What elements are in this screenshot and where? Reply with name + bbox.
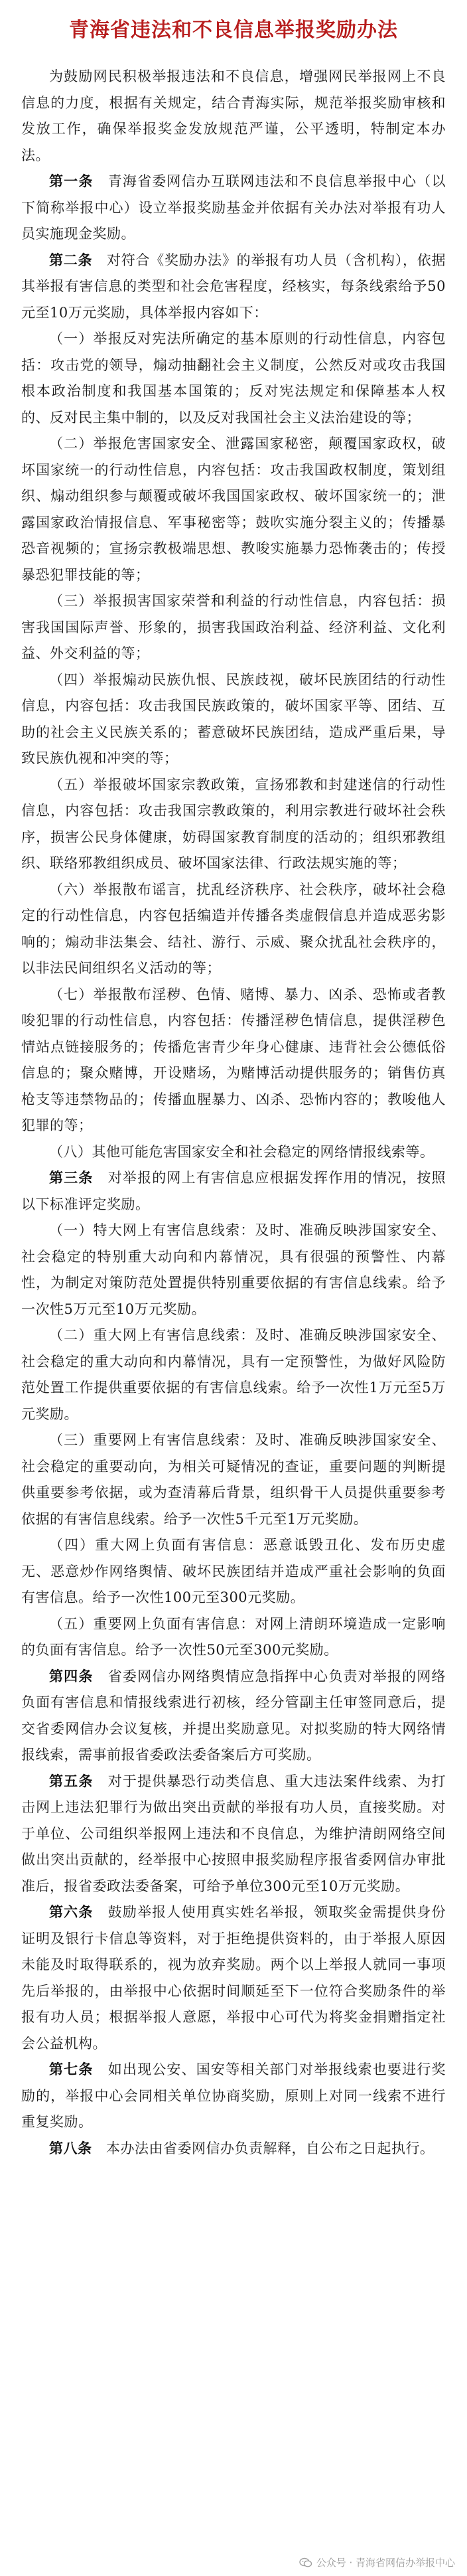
- watermark: [299, 2555, 455, 2569]
- paragraph-text: （八）其他可能危害国家安全和社会稳定的网络情报线索等。: [49, 1143, 434, 1160]
- article-number: 第五条: [49, 1773, 94, 1789]
- article-spacer: [94, 1773, 108, 1789]
- paragraph: [21, 1611, 446, 1664]
- paragraph: [21, 1139, 446, 1166]
- paragraph: [21, 1323, 446, 1427]
- article-spacer: [92, 2140, 107, 2156]
- paragraph: [21, 877, 446, 982]
- paragraph: [21, 588, 446, 667]
- article-number: 第六条: [49, 1904, 94, 1920]
- paragraph-text: （五）举报破坏国家宗教政策，宣扬邪教和封建迷信的行动性信息，内容包括：攻击我国宗教政策的，利用宗教进行破坏社会秩序，损害公民身体健康，妨碍国家教育制度的活动的；组织邪教组织、联络邪教组织成员、破坏国家法律、行政法规实施的等；: [21, 776, 446, 871]
- article-paragraph: [21, 1664, 446, 1769]
- paragraph-text: 青海省委网信办互联网违法和不良信息举报中心（以下简称举报中心）设立举报奖励基金并依据有关办法对举报有功人员实施现金奖励。: [21, 173, 446, 242]
- paragraph-text: （二）举报危害国家安全、泄露国家秘密，颠覆国家政权，破坏国家统一的行动性信息，内容包括：攻击我国政权制度，策划组织、煽动组织参与颠覆或破坏我国国家政权、破坏国家统一的；泄露国家政治情报信息、军事秘密等；鼓吹实施分裂主义的；传播暴恐音视频的；宣扬宗教极端思想、教唆实施暴力恐怖袭击的；传授暴恐犯罪技能的等；: [21, 436, 446, 583]
- paragraph-text: （四）重大网上负面有害信息：恶意诋毁丑化、发布历史虚无、恶意炒作网络舆情、破坏民族团结并造成严重社会影响的负面有害信息。给予一次性100元至300元奖励。: [21, 1537, 446, 1605]
- paragraph-text: 对符合《奖励办法》的举报有功人员（含机构），依据其举报有害信息的类型和社会危害程度，经核实，每条线索给予50元至10万元奖励，具体举报内容如下：: [21, 252, 446, 321]
- paragraph: [21, 1532, 446, 1611]
- document-title: 青海省违法和不良信息举报奖励办法: [69, 19, 398, 42]
- article-paragraph: [21, 248, 446, 327]
- article-paragraph: [21, 1769, 446, 1900]
- article-spacer: [94, 2061, 108, 2077]
- paragraph-text: 鼓励举报人使用真实姓名举报，领取奖金需提供身份证明及银行卡信息等资料，对于拒绝提供资料的，由于举报人原因未能及时取得联系的，视为放弃奖励。两个以上举报人就同一事项先后举报的，由举报中心依据时间顺延至下一位符合奖励条件的举报有功人员；根据举报人意愿，举报中心可代为将奖金捐赠指定社会公益机构。: [21, 1904, 446, 2052]
- paragraph-text: 对于提供暴恐行动类信息、重大违法案件线索、为打击网上违法犯罪行为做出突出贡献的举报有功人员，直接奖励。对于单位、公司组织举报网上违法和不良信息，为维护清朗网络空间做出突出贡献的，经举报中心按照申报奖励程序报省委网信办审批准后，报省委政法委备案，可给予单位300元至10万元奖励。: [21, 1773, 446, 1894]
- paragraph-text: （三）举报损害国家荣誉和利益的行动性信息，内容包括：损害我国国际声誉、形象的，损害我国政治利益、经济利益、文化利益、外交利益的等；: [21, 593, 446, 661]
- article-paragraph: [21, 1165, 446, 1218]
- paragraph-text: （四）举报煽动民族仇恨、民族歧视，破坏民族团结的行动性信息，内容包括：攻击我国民族政策的，破坏国家平等、团结、互助的社会主义民族关系的；蓄意破坏民族团结，造成严重后果，导致民族仇视和冲突的等；: [21, 671, 446, 766]
- article-paragraph: [21, 2136, 446, 2162]
- article-number: 第二条: [49, 252, 93, 268]
- article-number: 第四条: [49, 1668, 94, 1684]
- paragraph: [21, 772, 446, 877]
- article-number: 第八条: [49, 2140, 92, 2156]
- article-spacer: [94, 1170, 108, 1186]
- watermark-text: 公众号 · 青海省网信办举报中心: [316, 2557, 455, 2569]
- paragraph-text: 对举报的网上有害信息应根据发挥作用的情况，按照以下标准评定奖励。: [21, 1170, 446, 1212]
- paragraph-text: （五）重要网上负面有害信息：对网上清朗环境造成一定影响的负面有害信息。给予一次性50元至300元奖励。: [21, 1615, 446, 1658]
- paragraph: [21, 667, 446, 772]
- paragraph-text: 如出现公安、国安等相关部门对举报线索也要进行奖励的，举报中心会同相关单位协商奖励，原则上对同一线索不进行重复奖励。: [21, 2061, 446, 2130]
- wechat-icon: [299, 2557, 312, 2568]
- paragraph-text: （一）举报反对宪法所确定的基本原则的行动性信息，内容包括：攻击党的领导，煽动抽翻社会主义制度，公然反对或攻击我国根本政治制度和我国基本国策的；反对宪法规定和保障基本人权的、反对民主集中制的，以及反对我国社会主义法治建设的等；: [21, 331, 446, 426]
- paragraph-text: 省委网信办网络舆情应急指挥中心负责对举报的网络负面有害信息和情报线索进行初核，经分管副主任审签同意后，提交省委网信办会议复核，并提出奖励意见。对拟奖励的特大网络情报线索，需事前报省委政法委备案后方可奖励。: [21, 1668, 446, 1763]
- article-number: 第七条: [49, 2061, 94, 2077]
- paragraph-text: （一）特大网上有害信息线索：及时、准确反映涉国家安全、社会稳定的特别重大动向和内幕情况，具有很强的预警性、内幕性，为制定对策防范处置提供特别重要依据的有害信息线索。给予一次性5万元至10万元奖励。: [21, 1222, 446, 1317]
- article-paragraph: [21, 1899, 446, 2057]
- article-spacer: [94, 173, 108, 189]
- paragraph-text: （七）举报散布淫秽、色情、赌博、暴力、凶杀、恐怖或者教唆犯罪的行动性信息，内容包括：传播淫秽色情信息，提供淫秽色情站点链接服务的；传播危害青少年身心健康、违背社会公德低俗信息的；聚众赌博，开设赌场，为赌博活动提供服务的；销售仿真枪支等违禁物品的；传播血腥暴力、凶杀、恐怖内容的；教唆他人犯罪的等；: [21, 986, 446, 1133]
- article-number: 第三条: [49, 1170, 94, 1186]
- paragraph: [21, 431, 446, 588]
- paragraph: [21, 982, 446, 1139]
- paragraph-text: 为鼓励网民积极举报违法和不良信息，增强网民举报网上不良信息的力度，根据有关规定，结合青海实际，规范举报奖励审核和发放工作，确保举报奖金发放规范严谨，公平透明，特制定本办法。: [21, 68, 446, 163]
- article-spacer: [94, 1668, 108, 1684]
- paragraph: [21, 1427, 446, 1532]
- article-spacer: [92, 252, 107, 268]
- paragraph: [21, 326, 446, 431]
- paragraph: [21, 64, 446, 169]
- paragraph-text: （三）重要网上有害信息线索：及时、准确反映涉国家安全、社会稳定的重要动向，为相关可疑情况的查证，重要问题的判断提供重要参考依据，或为查清幕后背景，组织骨干人员提供重要参考依据的有害信息线索。给予一次性5千元至1万元奖励。: [21, 1432, 446, 1527]
- paragraph-text: 本办法由省委网信办负责解释，自公布之日起执行。: [106, 2140, 434, 2156]
- document-body: [21, 64, 446, 2162]
- article-number: 第一条: [49, 173, 94, 189]
- paragraph-text: （二）重大网上有害信息线索：及时、准确反映涉国家安全、社会稳定的重大动向和内幕情况，具有一定预警性，为做好风险防范处置工作提供重要依据的有害信息线索。给予一次性1万元至5万元奖励。: [21, 1327, 446, 1422]
- paragraph: [21, 1218, 446, 1323]
- article-paragraph: [21, 2057, 446, 2136]
- article-paragraph: [21, 169, 446, 248]
- paragraph-text: （六）举报散布谣言，扰乱经济秩序、社会秩序，破坏社会稳定的行动性信息，内容包括编造并传播各类虚假信息并造成恶劣影响的；煽动非法集会、结社、游行、示威、聚众扰乱社会秩序的，以非法民间组织名义活动的等；: [21, 881, 446, 976]
- article-spacer: [94, 1904, 108, 1920]
